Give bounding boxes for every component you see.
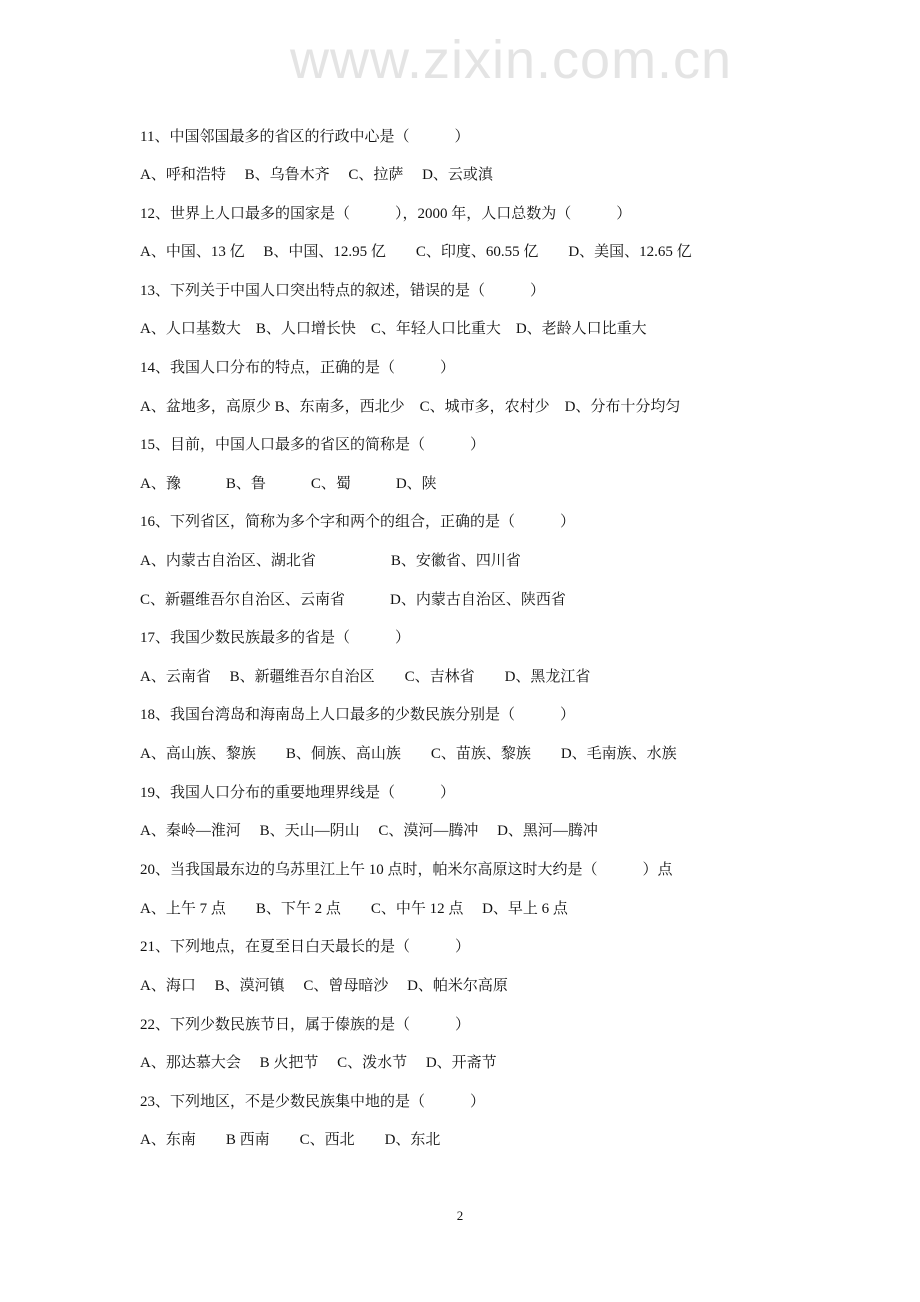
question-22: 22、下列少数民族节日，属于傣族的是（ ） <box>140 1017 471 1033</box>
question-13: 13、下列关于中国人口突出特点的叙述，错误的是（ ） <box>140 283 546 299</box>
page-number: 2 <box>456 1208 464 1223</box>
options-11: A、呼和浩特 B、乌鲁木齐 C、拉萨 D、云或滇 <box>140 167 493 183</box>
options-23: A、东南 B 西南 C、西北 D、东北 <box>140 1132 441 1148</box>
options-15: A、豫 B、鲁 C、蜀 D、陕 <box>140 476 437 492</box>
options-18: A、高山族、黎族 B、侗族、高山族 C、苗族、黎族 D、毛南族、水族 <box>140 746 677 762</box>
question-11: 11、中国邻国最多的省区的行政中心是（ ） <box>140 129 470 145</box>
options-20: A、上午 7 点 B、下午 2 点 C、中午 12 点 D、早上 6 点 <box>140 901 568 917</box>
question-19: 19、我国人口分布的重要地理界线是（ ） <box>140 785 456 801</box>
options-16-cd: C、新疆维吾尔自治区、云南省 D、内蒙古自治区、陕西省 <box>140 592 566 608</box>
question-14: 14、我国人口分布的特点，正确的是（ ） <box>140 360 456 376</box>
options-22: A、那达慕大会 B 火把节 C、泼水节 D、开斋节 <box>140 1055 497 1071</box>
options-14: A、盆地多，高原少 B、东南多，西北少 C、城市多，农村少 D、分布十分均匀 <box>140 399 681 415</box>
options-17: A、云南省 B、新疆维吾尔自治区 C、吉林省 D、黑龙江省 <box>140 669 591 685</box>
options-13: A、人口基数大 B、人口增长快 C、年轻人口比重大 D、老龄人口比重大 <box>140 321 647 337</box>
question-23: 23、下列地区，不是少数民族集中地的是（ ） <box>140 1094 486 1110</box>
question-21: 21、下列地点，在夏至日白天最长的是（ ） <box>140 939 471 955</box>
watermark: www.zixin.com.cn <box>290 30 733 90</box>
options-21: A、海口 B、漠河镇 C、曾母暗沙 D、帕米尔高原 <box>140 978 508 994</box>
question-17: 17、我国少数民族最多的省是（ ） <box>140 630 411 646</box>
question-20: 20、当我国最东边的乌苏里江上午 10 点时，帕米尔高原这时大约是（ ）点 <box>140 862 673 878</box>
options-19: A、秦岭—淮河 B、天山—阴山 C、漠河—腾冲 D、黑河—腾冲 <box>140 823 598 839</box>
options-12: A、中国、13 亿 B、中国、12.95 亿 C、印度、60.55 亿 D、美国、12.65 亿 <box>140 244 692 260</box>
question-16: 16、下列省区，简称为多个字和两个的组合，正确的是（ ） <box>140 514 576 530</box>
question-18: 18、我国台湾岛和海南岛上人口最多的少数民族分别是（ ） <box>140 707 576 723</box>
options-16-ab: A、内蒙古自治区、湖北省 B、安徽省、四川省 <box>140 553 521 569</box>
question-15: 15、目前，中国人口最多的省区的简称是（ ） <box>140 437 486 453</box>
question-12: 12、世界上人口最多的国家是（ ），2000 年，人口总数为（ ） <box>140 206 632 222</box>
